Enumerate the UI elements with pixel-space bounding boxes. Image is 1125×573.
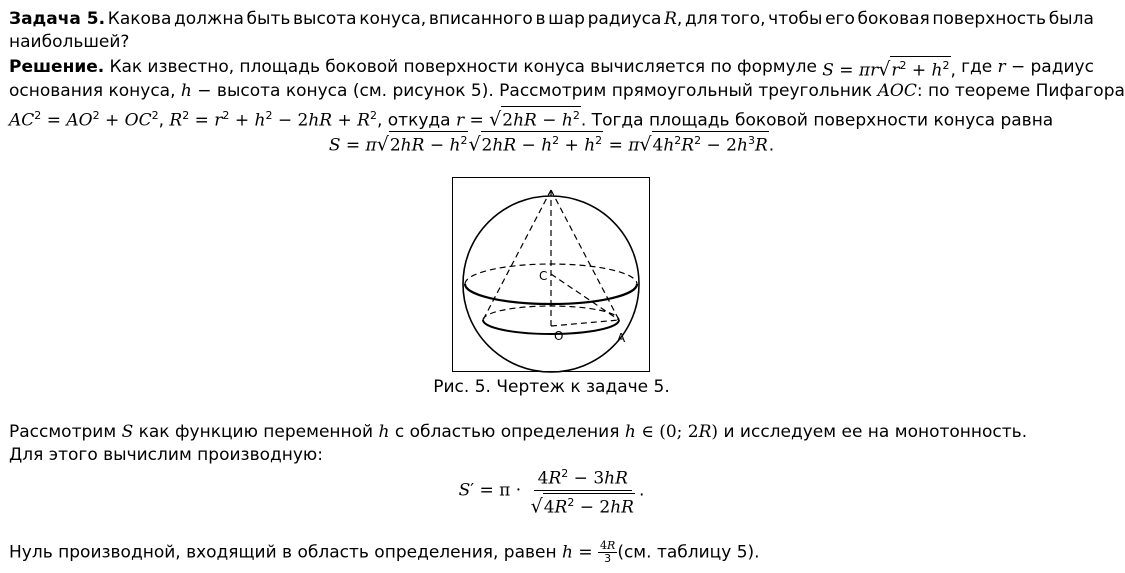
cone-side-left	[483, 190, 551, 320]
cone-sphere-drawing	[453, 178, 649, 371]
figure-cone-in-sphere	[452, 177, 650, 372]
cone-side-right	[551, 190, 619, 320]
solution-line-2: основания конуса, h − высота конуса (см. рисунок 5). Рассмотрим прямоугольный треугольник AOC: по теореме Пифагора	[9, 81, 1125, 101]
solution-label: Решение.	[9, 57, 105, 77]
segment-oa	[551, 320, 619, 326]
label-o: O	[554, 329, 564, 343]
paragraph2-line-2: Для этого вычислим производную:	[9, 445, 323, 465]
task-label: Задача 5.	[9, 9, 106, 29]
paragraph2-line-1: Рассмотрим S как функцию переменной h с областью определения h ∈ (0; 2R) и исследуем ее на монотонность.	[9, 422, 1028, 442]
formula-derivative: S′ = π · $\frac{4R^2 - 3hR}{√4R^2 - 2hR}$ .	[0, 464, 1103, 517]
solution-line-3: $AC^2 = AO^2 + OC^2$, $R^2 = r^2 + h^2 - 2hR + R^2$, откуда $r = √2hR - h^2$. Тогда площадь боковой поверхности конуса равна	[9, 104, 1053, 133]
formula-lateral-surface: $S = \pi√2hR - h^2√2hR - h^2 + h^2 = \pi√4h^2R^2 - 2h^3R$.	[0, 131, 1103, 158]
task-line-2: наибольшей?	[9, 32, 130, 52]
task-line-1: Задача 5. Какова должна быть высота конуса, вписанного в шар радиуса R, для того, чтобы его боковая поверхность была	[9, 9, 1094, 29]
paragraph3-line-1: Нуль производной, входящий в область определения, равен h = $\frac{4R}{3}$ (см. таблицу 5).	[9, 539, 760, 565]
label-c: C	[539, 269, 548, 283]
solution-line-1: Решение. Как известно, площадь боковой поверхности конуса вычисляется по формуле $S = \pi r√r^2 + h^2$, где r − радиус	[9, 57, 1094, 81]
segment-ca	[551, 274, 619, 320]
label-a: A	[617, 331, 626, 345]
figure-caption: Рис. 5. Чертеж к задаче 5.	[433, 377, 670, 397]
